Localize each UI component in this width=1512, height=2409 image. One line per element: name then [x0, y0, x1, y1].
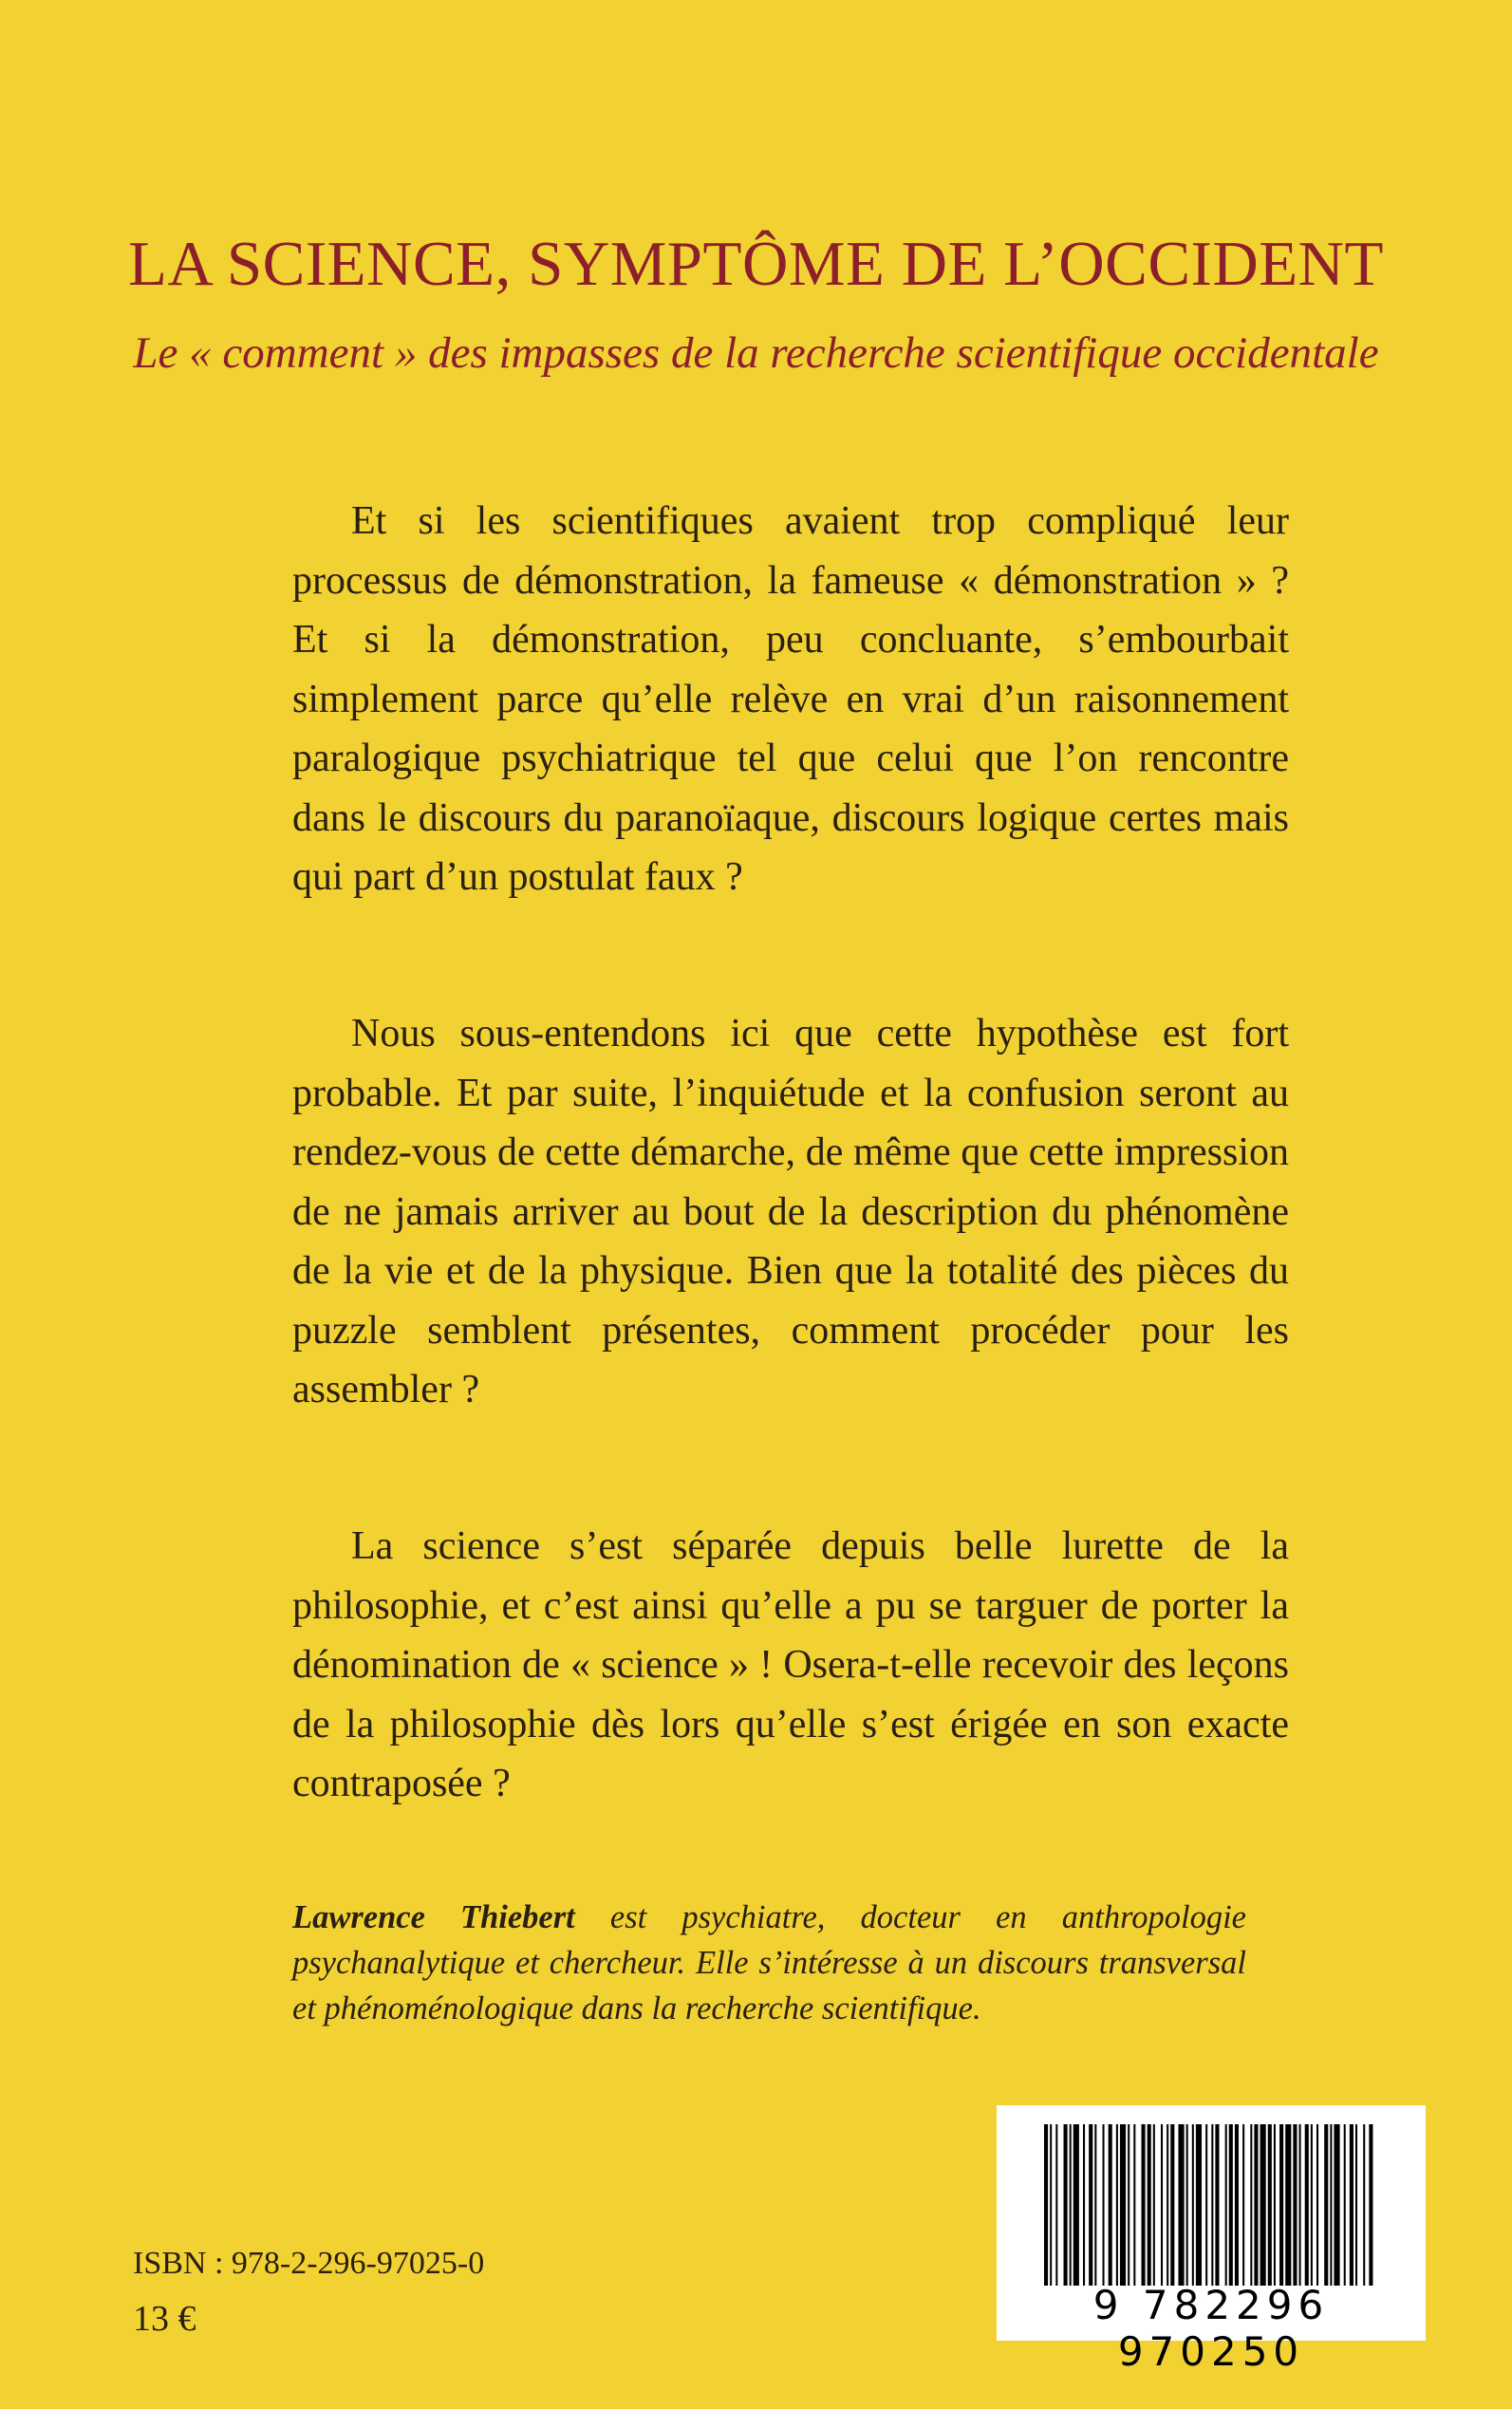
isbn: ISBN : 978-2-296-97025-0 [133, 2246, 485, 2281]
barcode-bar [1148, 2124, 1151, 2286]
barcode-bar [1167, 2124, 1168, 2286]
barcode-bar [1305, 2124, 1309, 2286]
barcode [997, 2105, 1426, 2375]
barcode-bar [1235, 2124, 1239, 2286]
barcode-bar [1073, 2124, 1079, 2286]
barcode-bar [1324, 2124, 1328, 2286]
barcode-bar [1293, 2124, 1297, 2286]
price: 13 € [133, 2299, 196, 2339]
barcode-bar [1205, 2124, 1207, 2286]
barcode-bar [1070, 2124, 1072, 2286]
barcode-bar [1299, 2124, 1301, 2286]
barcode-bar [1350, 2124, 1353, 2286]
barcode-bar [1274, 2124, 1276, 2286]
barcode-bar [1142, 2124, 1146, 2286]
barcode-bar [1050, 2124, 1052, 2286]
barcode-bar [1211, 2124, 1213, 2286]
barcode-bar [1109, 2124, 1112, 2286]
barcode-bar [1133, 2124, 1135, 2286]
blurb-paragraph-3: La science s’est séparée depuis belle lurette de la philosophie, et c’est ainsi qu’elle a pu se targuer de porter la dénomination de « science » ! Osera-t-elle recevoir des leçons de la philosophie dès lors qu’elle s’est érigée en son exacte contraposée ? [292, 1524, 1289, 1805]
barcode-bar [1215, 2124, 1219, 2286]
barcode-bars [1042, 2124, 1380, 2286]
barcode-bar [1064, 2124, 1068, 2286]
barcode-bar [1094, 2124, 1096, 2286]
blurb-paragraph-2: Nous sous-entendons ici que cette hypothèse est fort probable. Et par suite, l’inquiétude et la confusion seront au rendez-vous de cette démarche, de même que cette impression de ne jamais arriver au bout de la description du phénomène de la vie et de la physique. Bien que la totalité des pièces du puzzle semblent présentes, comment procéder pour les assembler ? [292, 1012, 1289, 1411]
barcode-bar [1153, 2124, 1155, 2286]
barcode-bar [1330, 2124, 1332, 2286]
barcode-bar [1186, 2124, 1188, 2286]
barcode-bar [1225, 2124, 1227, 2286]
barcode-bar [1196, 2124, 1202, 2286]
barcode-bar [1355, 2124, 1357, 2286]
barcode-bar [1044, 2124, 1048, 2286]
barcode-bar [1103, 2124, 1105, 2286]
barcode-bar [1178, 2124, 1184, 2286]
barcode-number: 9 782296 970250 [1092, 2282, 1330, 2375]
barcode-bar [1268, 2124, 1272, 2286]
barcode-bar [1128, 2124, 1129, 2286]
barcode-bar [1316, 2124, 1318, 2286]
barcode-bar [1170, 2124, 1174, 2286]
book-subtitle: Le « comment » des impasses de la recherche scientifique occidentale [133, 328, 1379, 378]
barcode-bar [1363, 2124, 1365, 2286]
barcode-bar [1285, 2124, 1291, 2286]
barcode-bar [1260, 2124, 1266, 2286]
book-title: LA SCIENCE, SYMPTÔME DE L’OCCIDENT [128, 229, 1384, 299]
barcode-bar [1254, 2124, 1258, 2286]
barcode-bar [1311, 2124, 1313, 2286]
barcode-bar [1089, 2124, 1092, 2286]
barcode-bar [1334, 2124, 1339, 2286]
barcode-bar [1192, 2124, 1194, 2286]
barcode-bar [1250, 2124, 1252, 2286]
barcode-bar [1055, 2124, 1057, 2286]
barcode-bar [1116, 2124, 1118, 2286]
blurb-paragraph-1: Et si les scientifiques avaient trop compliqué leur processus de démonstration, la fameuse « démonstration » ? Et si la démonstration, peu concluante, s’embourbait simplement parce qu’elle relève en vrai d’un raisonnement paralogique psychiatrique tel que celui que l’on rencontre dans le discours du paranoïaque, discours logique certes mais qui part d’un postulat faux ? [292, 499, 1289, 899]
barcode-bar [1229, 2124, 1233, 2286]
barcode-bar [1369, 2124, 1372, 2286]
barcode-bar [1242, 2124, 1244, 2286]
barcode-bar [1279, 2124, 1283, 2286]
barcode-bar [1120, 2124, 1126, 2286]
author-bio-text: est psychiatre, docteur en anthropologie psychanalytique et chercheur. Elle s’intéresse à un discours transversal et phénoménologique dans la recherche scientifique. [292, 1899, 1246, 2026]
barcode-bar [1344, 2124, 1346, 2286]
barcode-bar [1161, 2124, 1163, 2286]
barcode-bar [1083, 2124, 1085, 2286]
author-bio [292, 1895, 1246, 2031]
author-name: Lawrence Thiebert [292, 1899, 575, 1935]
